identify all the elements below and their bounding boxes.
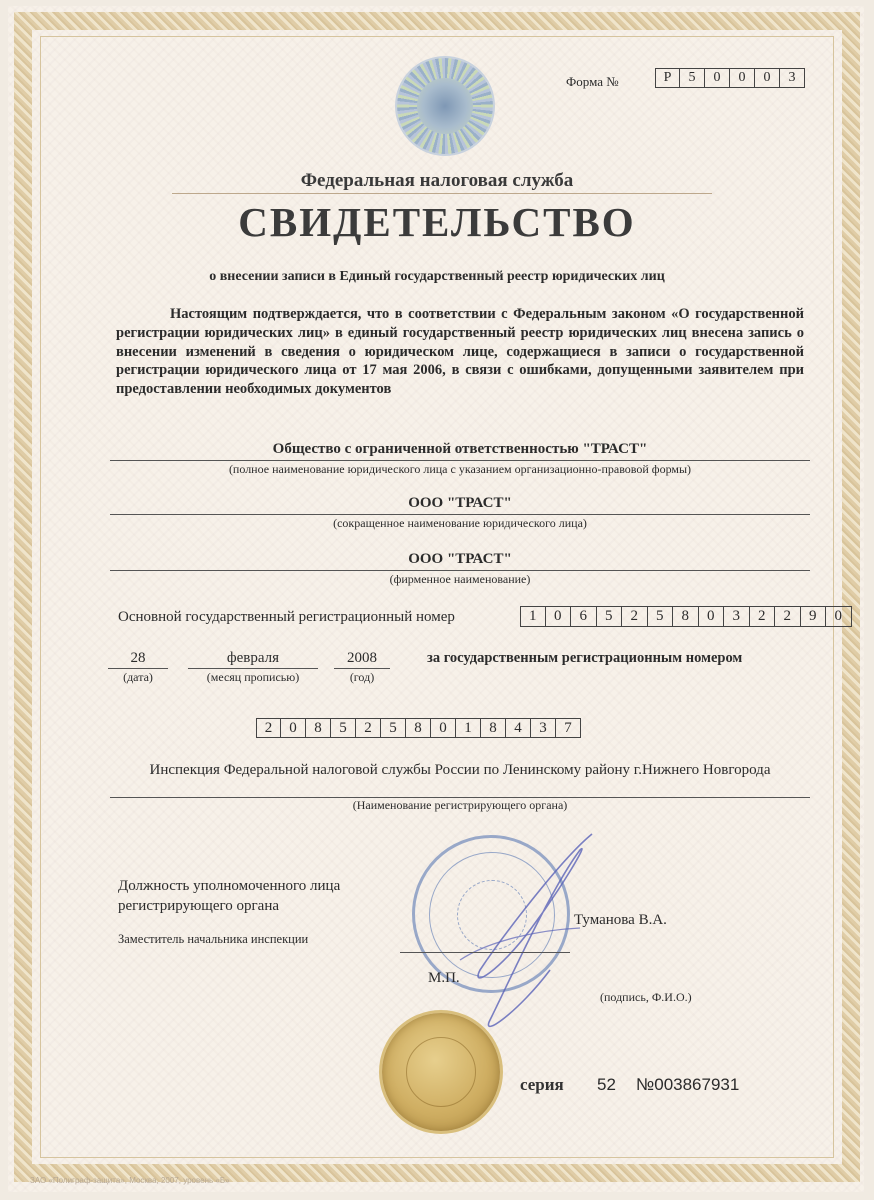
date-day-line [108,668,168,669]
reg-number-digit-cell: 4 [506,718,531,738]
position-value: Заместитель начальника инспекции [118,932,309,946]
firm-name-value: ООО "ТРАСТ" [408,551,512,567]
reg-number-digit-cell: 5 [331,718,356,738]
firm-name-line [110,570,810,571]
form-code-cell: 3 [780,68,805,88]
certification-text: Настоящим подтверждается, что в соответствии с Федеральным законом «О государственной регистрации юридических лиц» в единый государственный реестр юридических лиц внесена запись о внесении изменений в сведения о юридическом лице, содержащиеся в записи о государственной регистрации юридического лица от 17 мая 2006, в связи с ошибками, допущенными заявителем при предоставлении необходимых документов [116,306,804,398]
reg-number-cells [256,718,581,738]
agency-underline [172,193,712,194]
date-month-line [188,668,318,669]
reg-number-digit-cell: 2 [256,718,281,738]
gold-seal [382,1013,500,1131]
organ-caption: (Наименование регистрирующего органа) [352,798,568,812]
printer-footer: ЗАО «Полиграф-защита», Москва, 2007, уровень «Б» [30,1176,230,1185]
reg-number-digit-cell: 3 [531,718,556,738]
date-month: февраля [226,650,280,666]
ogrn-digit-cell: 2 [750,606,776,627]
date-month-caption: (месяц прописью) [206,670,300,684]
ogrn-digit-cell: 2 [622,606,648,627]
reg-number-digit-cell: 5 [381,718,406,738]
full-name-line [110,460,810,461]
short-name-line [110,514,810,515]
agency-name: Федеральная налоговая служба [300,170,574,191]
form-code-cell: 0 [705,68,730,88]
full-name-value: Общество с ограниченной ответственностью "ТРАСТ" [272,441,648,457]
ogrn-digit-cell: 1 [520,606,546,627]
reg-number-digit-cell: 7 [556,718,581,738]
ogrn-digit-cell: 3 [724,606,750,627]
ogrn-label: Основной государственный регистрационный номер [118,609,455,625]
document-title: СВИДЕТЕЛЬСТВО [238,199,636,245]
form-code-cell: 5 [680,68,705,88]
registering-organ: Инспекция Федеральной налоговой службы России по Ленинскому району г.Нижнего Новгорода [149,762,771,778]
reg-number-digit-cell: 0 [281,718,306,738]
reg-number-digit-cell: 1 [456,718,481,738]
form-code-cell: Р [655,68,680,88]
ogrn-cells [520,606,852,627]
ogrn-digit-cell: 5 [597,606,623,627]
full-name-caption: (полное наименование юридического лица с указанием организационно-правовой формы) [228,462,692,476]
form-code-cell: 0 [755,68,780,88]
document-subtitle: о внесении записи в Единый государственный реестр юридических лиц [209,269,665,284]
position-label: Должность уполномоченного лица регистрирующего органа [118,878,341,914]
ogrn-digit-cell: 6 [571,606,597,627]
date-day: 28 [130,650,146,666]
series-label: серия [520,1075,564,1094]
ogrn-digit-cell: 0 [699,606,725,627]
signature-caption: (подпись, Ф.И.О.) [600,990,692,1004]
document-number: №003867931 [636,1075,740,1094]
form-label: Форма № [566,74,619,89]
date-day-caption: (дата) [123,670,153,684]
reg-number-digit-cell: 2 [356,718,381,738]
series-number: 52 [597,1075,616,1094]
date-year-line [334,668,390,669]
hologram-emblem [397,58,493,154]
short-name-value: ООО "ТРАСТ" [408,495,512,511]
form-code-cell: 0 [730,68,755,88]
form-code-cells [655,68,805,88]
ogrn-digit-cell: 0 [826,606,852,627]
date-year: 2008 [347,650,377,666]
ogrn-digit-cell: 5 [648,606,674,627]
short-name-caption: (сокращенное наименование юридического лица) [333,516,587,530]
signatory-name: Туманова В.А. [574,912,667,928]
date-year-caption: (год) [349,670,375,684]
ogrn-digit-cell: 0 [546,606,572,627]
ogrn-digit-cell: 8 [673,606,699,627]
reg-number-digit-cell: 0 [431,718,456,738]
ogrn-digit-cell: 2 [775,606,801,627]
signature-graphic [440,820,610,1050]
reg-number-digit-cell: 8 [306,718,331,738]
reg-number-label: за государственным регистрационным номером [427,650,743,666]
ogrn-digit-cell: 9 [801,606,827,627]
reg-number-digit-cell: 8 [481,718,506,738]
mp-label: М.П. [428,970,460,986]
firm-name-caption: (фирменное наименование) [389,572,531,586]
signature-line [400,952,570,953]
reg-number-digit-cell: 8 [406,718,431,738]
